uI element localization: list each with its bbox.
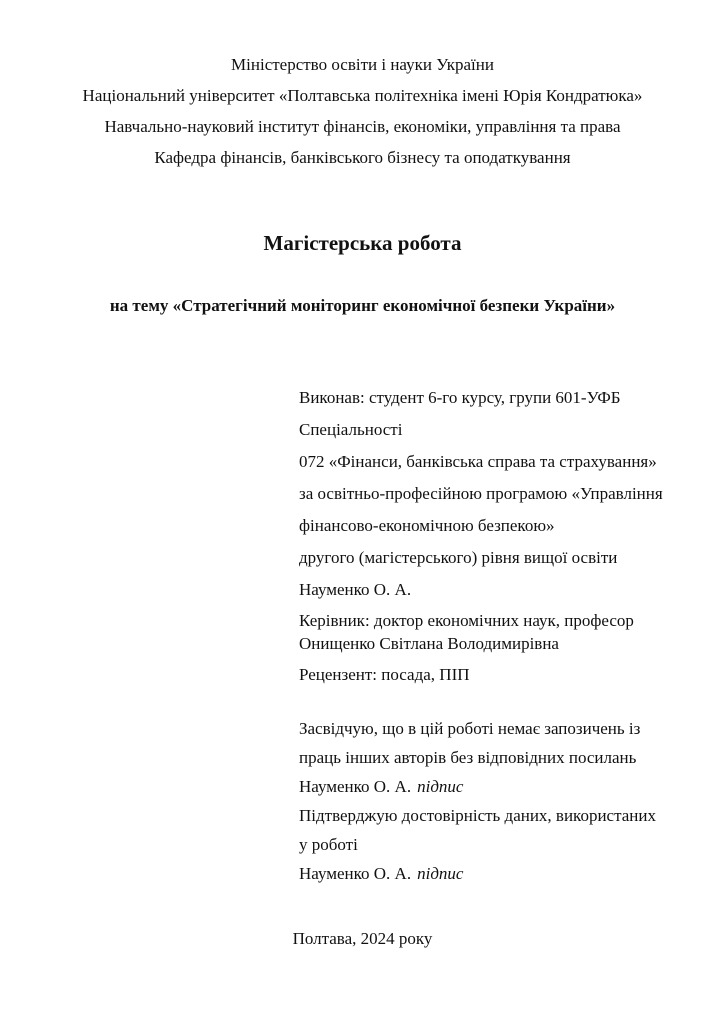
- author-details-block: [299, 382, 685, 688]
- department-line: Кафедра фінансів, банківського бізнесу та оподаткування: [154, 148, 571, 167]
- signature-line-2: [299, 859, 695, 888]
- declaration-line-1: Засвідчую, що в цій роботі немає запозичень із: [299, 719, 641, 738]
- program-line-1: за освітньо-професійною програмою «Управління: [299, 484, 663, 503]
- author-name-line: Науменко О. А.: [299, 580, 412, 599]
- declaration-line-3: Підтверджую достовірність даних, використаних: [299, 806, 656, 825]
- reviewer-line: Рецензент: посада, ПІП: [299, 665, 470, 684]
- supervisor-title-line: Керівник: доктор економічних наук, професор: [299, 611, 634, 630]
- speciality-label-line: Спеціальності: [299, 420, 403, 439]
- declaration-line-4: у роботі: [299, 835, 358, 854]
- program-line-2: фінансово-економічною безпекою»: [299, 516, 555, 535]
- declaration-line-2: праць інших авторів без відповідних посилань: [299, 748, 637, 767]
- thesis-title: Магістерська робота: [263, 231, 462, 255]
- performer-line: Виконав: студент 6-го курсу, групи 601-УФБ: [299, 388, 621, 407]
- thesis-topic: на тему «Стратегічний моніторинг економічної безпеки України»: [109, 296, 616, 315]
- degree-level-line: другого (магістерського) рівня вищої освіти: [299, 548, 618, 567]
- supervisor-name-line: Онищенко Світлана Володимирівна: [299, 634, 559, 653]
- declaration-block: [299, 714, 695, 888]
- institute-line: Навчально-науковий інститут фінансів, економіки, управління та права: [104, 117, 621, 136]
- signature-2-label: підпис: [417, 864, 464, 883]
- institution-header: [0, 49, 725, 173]
- signature-1-name: Науменко О. А.: [299, 777, 412, 796]
- university-line: Національний університет «Полтавська політехніка імені Юрія Кондратюка»: [82, 86, 643, 105]
- city-year-line: Полтава, 2024 року: [292, 929, 433, 948]
- signature-1-label: підпис: [417, 777, 464, 796]
- signature-line-1: [299, 772, 695, 801]
- signature-2-name: Науменко О. А.: [299, 864, 412, 883]
- supervisor-paragraph: [299, 609, 685, 655]
- speciality-code-line: 072 «Фінанси, банківська справа та страхування»: [299, 452, 657, 471]
- ministry-line: Міністерство освіти і науки України: [231, 55, 494, 74]
